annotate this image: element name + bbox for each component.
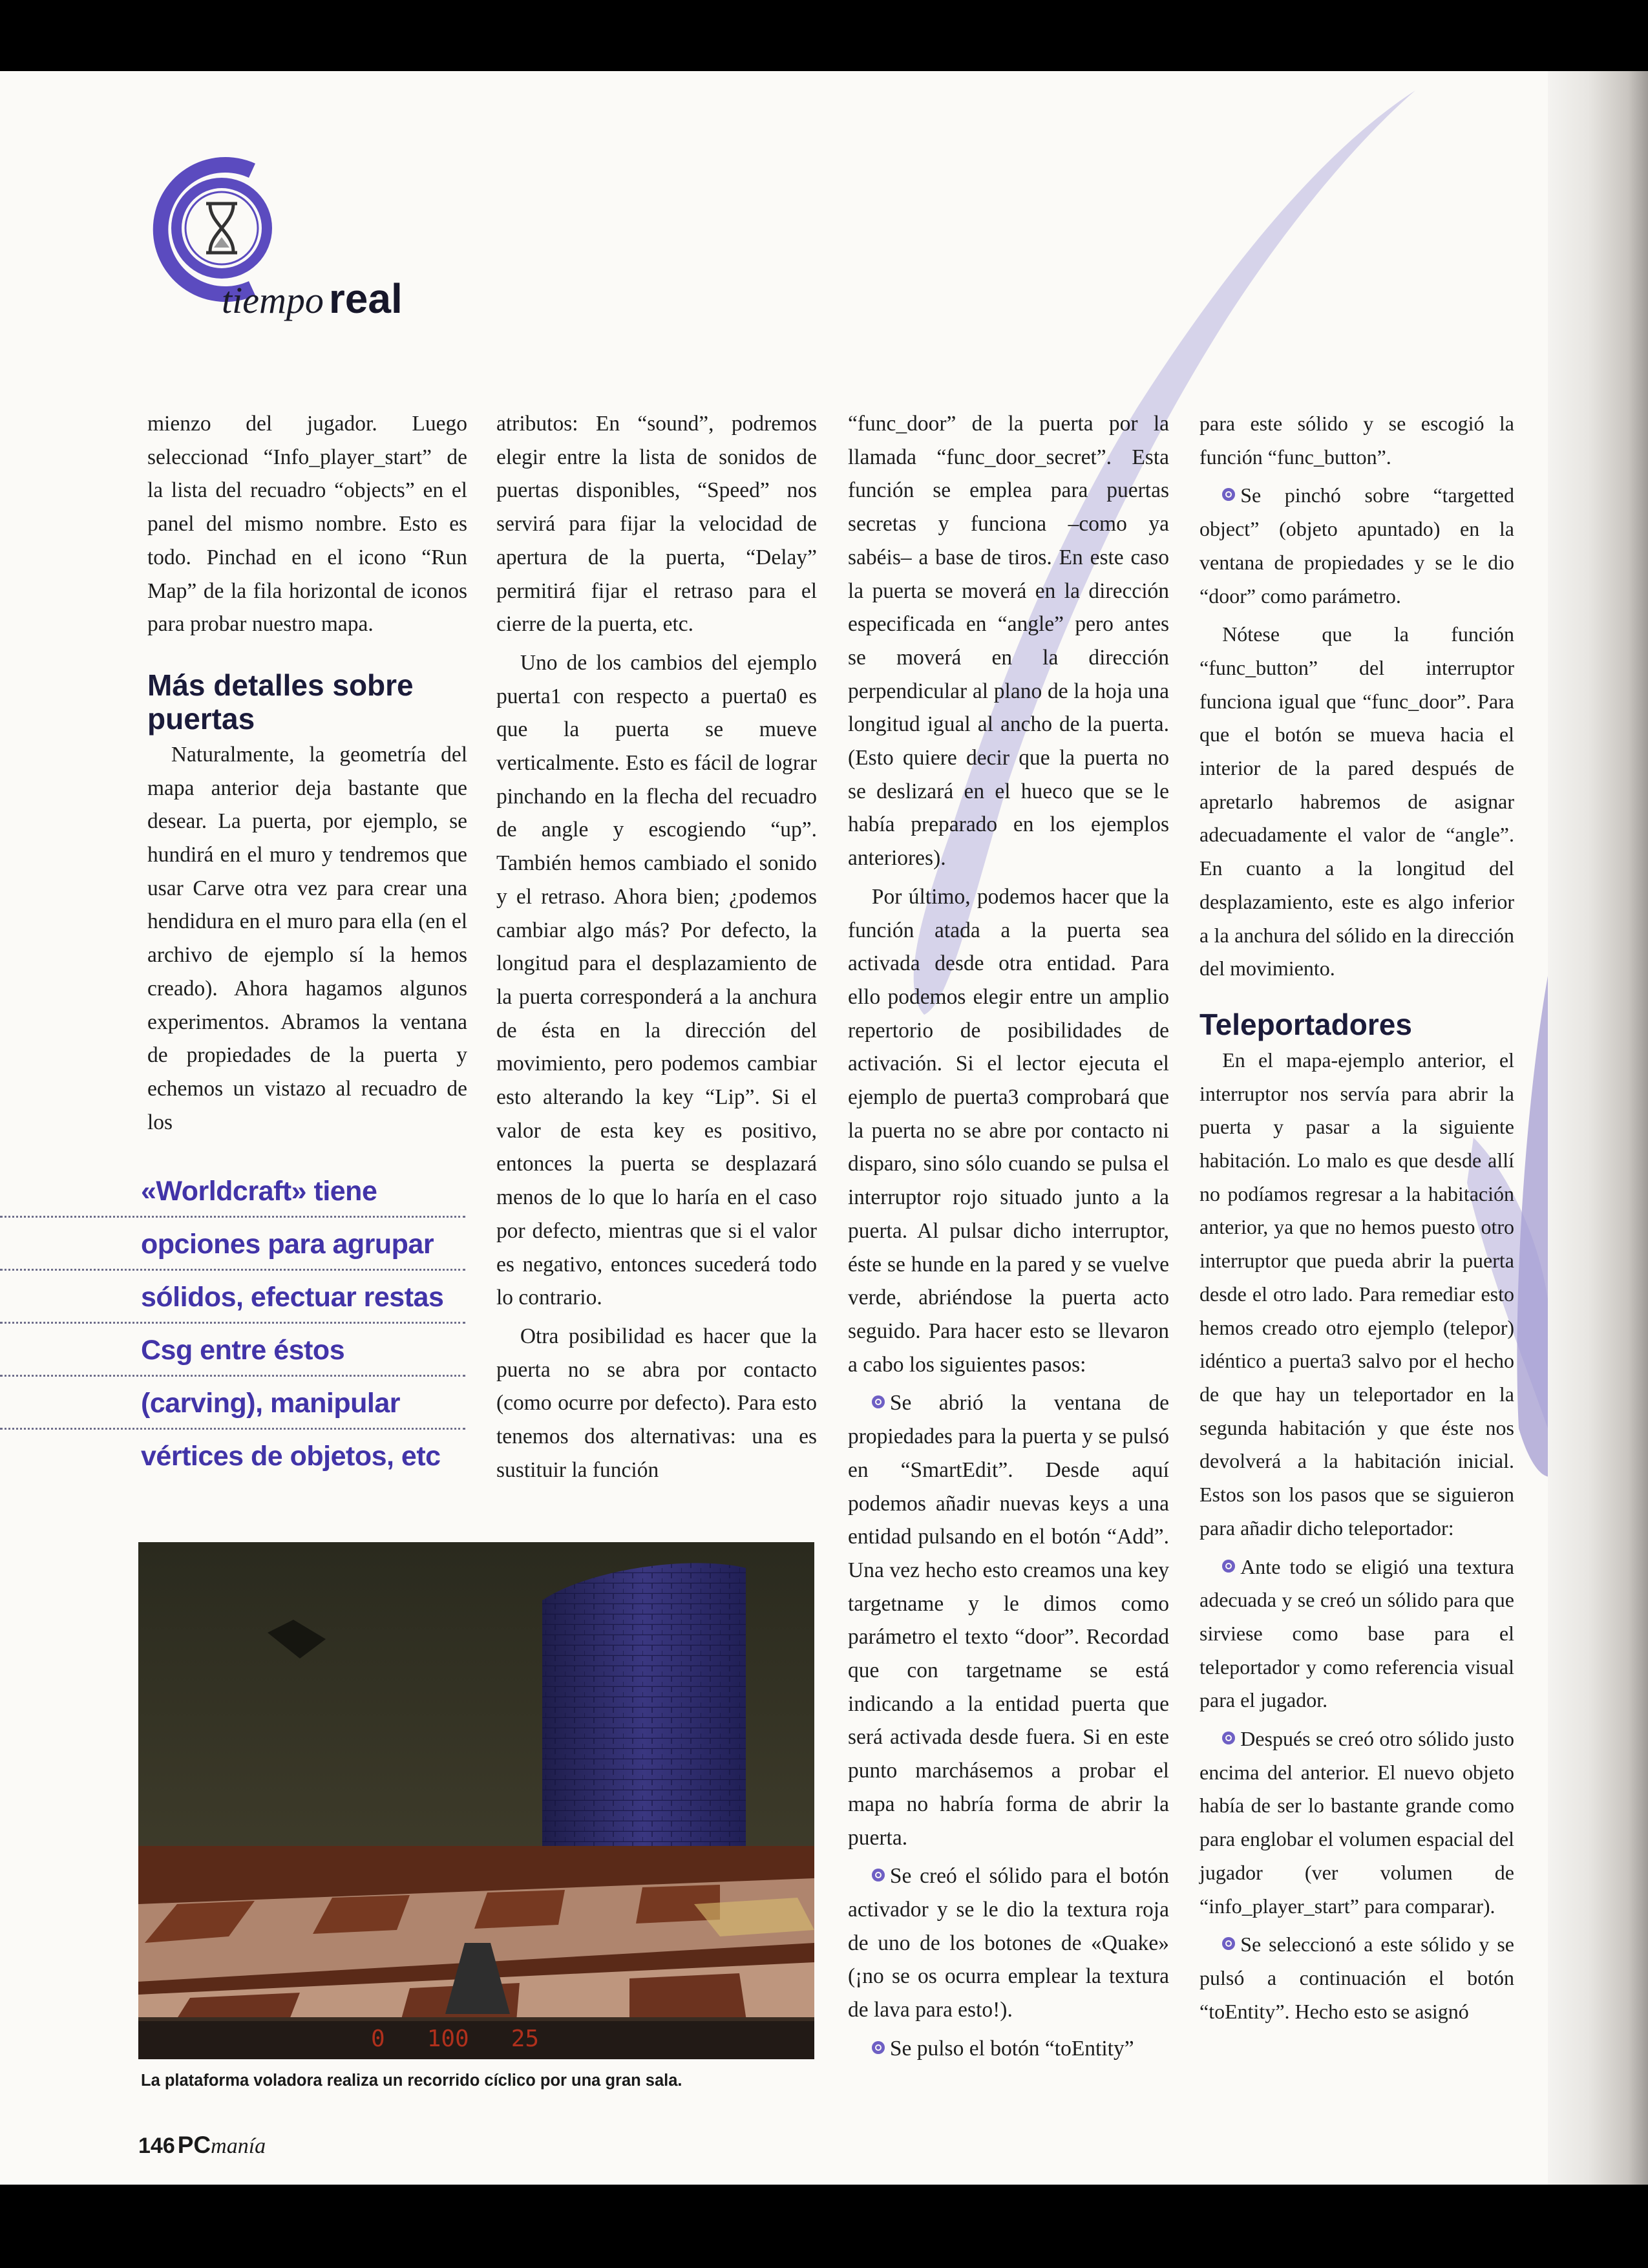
section-title — [222, 275, 403, 323]
bullet-item: Se abrió la ventana de propiedades para la puerta y se pulsó en “SmartEdit”. Desde aquí podemos añadir nuevas keys a una entidad pulsando en el botón “Add”. Una vez hecho esto creamos una key targetname y le dimos como parámetro el texto “door”. Recordad que con targetname se está indicando a la entidad puerta que será activada desde fuera. Si en este punto marchásemos a probar el mapa no habría forma de abrir la puerta. — [848, 1391, 1169, 1850]
paragraph: mienzo del jugador. Luego seleccionad “Info_player_start” de la lista del recuadro “objects” en el panel del mismo nombre. Esto es todo. Pinchad en el icono “Run Map” de la fila horizontal de iconos para probar nuestro mapa. — [147, 412, 467, 637]
bullet-item: Ante todo se eligió una textura adecuada y se creó un sólido para que sirviese como base para el teleportador y como referencia visual para el jugador. — [1199, 1554, 1514, 1712]
pull-quote-line: (carving), manipular — [0, 1377, 465, 1430]
paragraph: atributos: En “sound”, podremos elegir entre la lista de sonidos de puertas disponibles, “Speed” nos servirá para fijar la velocidad de apertura de la puerta, “Delay” permitirá fijar el retraso para el cierre de la puerta, etc. — [496, 412, 817, 637]
text-column-2 — [496, 407, 817, 1487]
subheading: Más detalles sobre puertas — [147, 668, 414, 736]
pull-quote — [0, 1165, 465, 1483]
bullet-icon — [1222, 1937, 1235, 1950]
section-logo — [139, 152, 443, 326]
bullet-item: Se seleccionó a este sólido y se pulsó a continuación el botón “toEntity”. Hecho esto se asignó — [1199, 1933, 1514, 2023]
text-column-4 — [1199, 407, 1514, 2028]
bullet-item: Se pinchó sobre “targetted object” (objeto apuntado) en la ventana de propiedades y se le dio “door” como parámetro. — [1199, 483, 1514, 608]
hud-readout: 0 100 25 — [371, 2026, 540, 2052]
text-column-1 — [147, 407, 467, 1139]
page-footer — [138, 2132, 266, 2159]
magazine-page — [0, 71, 1648, 2185]
pull-quote-line: vértices de objetos, etc — [141, 1441, 441, 1472]
page-number: 146 — [138, 2134, 175, 2158]
paragraph: “func_door” de la puerta por la llamada “func_door_secret”. Esta función se emplea para puertas secretas y funciona –como ya sabéis– a base de tiros. En este caso la puerta se moverá en la dirección especificada en “angle” pero antes se moverá en la dirección perpendicular al plano de la hoja una longitud igual al ancho de la puerta.(Esto quiere decir que la puerta no se deslizará en el hueco que se le había preparado en los ejemplos anteriores). — [848, 412, 1169, 871]
bullet-icon — [872, 1869, 885, 1881]
pull-quote-line: sólidos, efectuar restas — [0, 1271, 465, 1324]
bullet-icon — [1222, 1732, 1235, 1744]
subheading: Teleportadores — [1199, 1007, 1412, 1041]
bullet-icon — [1222, 488, 1235, 501]
pull-quote-line: «Worldcraft» tiene — [0, 1165, 465, 1218]
pull-quote-line: opciones para agrupar — [0, 1218, 465, 1271]
paragraph: Otra posibilidad es hacer que la puerta no se abra por contacto (como ocurre por defecto). Para esto tenemos dos alternativas: una es sustituir la función — [496, 1324, 817, 1482]
section-label-bold: real — [328, 275, 403, 322]
bullet-icon — [1222, 1560, 1235, 1573]
quake-scene-illustration — [138, 1542, 814, 2059]
page-gutter-shadow — [1548, 71, 1648, 2185]
paragraph: Por último, podemos hacer que la función atada a la puerta sea activada desde otra entidad. Para ello podemos elegir entre un amplio repertorio de posibilidades de activación. Si el lector ejecuta el ejemplo de puerta3 comprobará que la puerta no se abre por contacto ni disparo, sino sólo cuando se pulsa el interruptor rojo situado junto a la puerta. Al pulsar dicho interruptor, éste se hunde en la pared y se vuelve verde, abriéndose la puerta acto seguido. Para hacer esto se llevaron a cabo los siguientes pasos: — [848, 884, 1169, 1377]
bullet-icon — [872, 2041, 885, 2054]
paragraph: En el mapa-ejemplo anterior, el interruptor nos servía para abrir la puerta y pasar a la siguiente habitación. Lo malo es que desde allí no podíamos regresar a la habitación anterior, ya que no hemos puesto otro interruptor que pueda abrir la puerta desde el otro lado. Para remediar esto hemos creado otro ejemplo (telepor) idéntico a puerta3 salvo por el hecho de que hay un teleportador en la segunda habitación y que éste nos devolverá a la habitación inicial. Estos son los pasos que se siguieron para añadir dicho teleportador: — [1199, 1048, 1514, 1540]
text-column-3 — [848, 407, 1169, 2065]
bullet-item: Después se creó otro sólido justo encima del anterior. El nuevo objeto había de ser lo bastante grande como para englobar el volumen espacial del jugador (ver volumen de “info_player_start” para comparar). — [1199, 1727, 1514, 1918]
game-screenshot — [138, 1542, 814, 2059]
magazine-name-pc: PC — [177, 2132, 211, 2158]
paragraph: para este sólido y se escogió la función “func_button”. — [1199, 412, 1514, 469]
magazine-name-mania: manía — [211, 2134, 266, 2158]
bullet-item: Se creó el sólido para el botón activador y se le dio la textura roja de uno de los botones de «Quake» (¡no se os ocurra emplear la textura de lava para esto!). — [848, 1864, 1169, 2022]
paragraph: Nótese que la función “func_button” del interruptor funciona igual que “func_door”. Para que el botón se mueva hacia el interior de la pared después de apretarlo habremos de asignar adecuadamente el valor de “angle”. En cuanto a la longitud del desplazamiento, este es algo inferior a la anchura del sólido en la dirección del movimiento. — [1199, 622, 1514, 980]
section-label-italic: tiempo — [222, 279, 324, 321]
bullet-icon — [872, 1395, 885, 1408]
figure-caption: La plataforma voladora realiza un recorrido cíclico por una gran sala. — [141, 2072, 682, 2090]
pull-quote-line: Csg entre éstos — [0, 1324, 465, 1377]
bullet-item: Se pulso el botón “toEntity” — [848, 2032, 1169, 2066]
paragraph: Uno de los cambios del ejemplo puerta1 con respecto a puerta0 es que la puerta se mueve verticalmente. Esto es fácil de lograr pinchando en la flecha del recuadro de angle y escogiendo “up”. También hemos cambiado el sonido y el retraso. Ahora bien; ¿podemos cambiar algo más? Por defecto, la longitud para el desplazamiento de la puerta corresponderá a la anchura de ésta en la dirección del movimiento, pero podemos cambiar esto alterando la key “Lip”. Si el valor de esta key es positivo, entonces la puerta se desplazará menos de lo que lo haría en el caso por defecto, mientras que si el valor es negativo, entonces sucederá todo lo contrario. — [496, 650, 817, 1310]
paragraph: Naturalmente, la geometría del mapa anterior deja bastante que desear. La puerta, por ejemplo, se hundirá en el muro y tendremos que usar Carve otra vez para crear una hendidura en el muro para ella (en el archivo de ejemplo sí la hemos creado). Ahora hagamos algunos experimentos. Abramos la ventana de propiedades de la puerta y echemos un vistazo al recuadro de los — [147, 742, 467, 1134]
